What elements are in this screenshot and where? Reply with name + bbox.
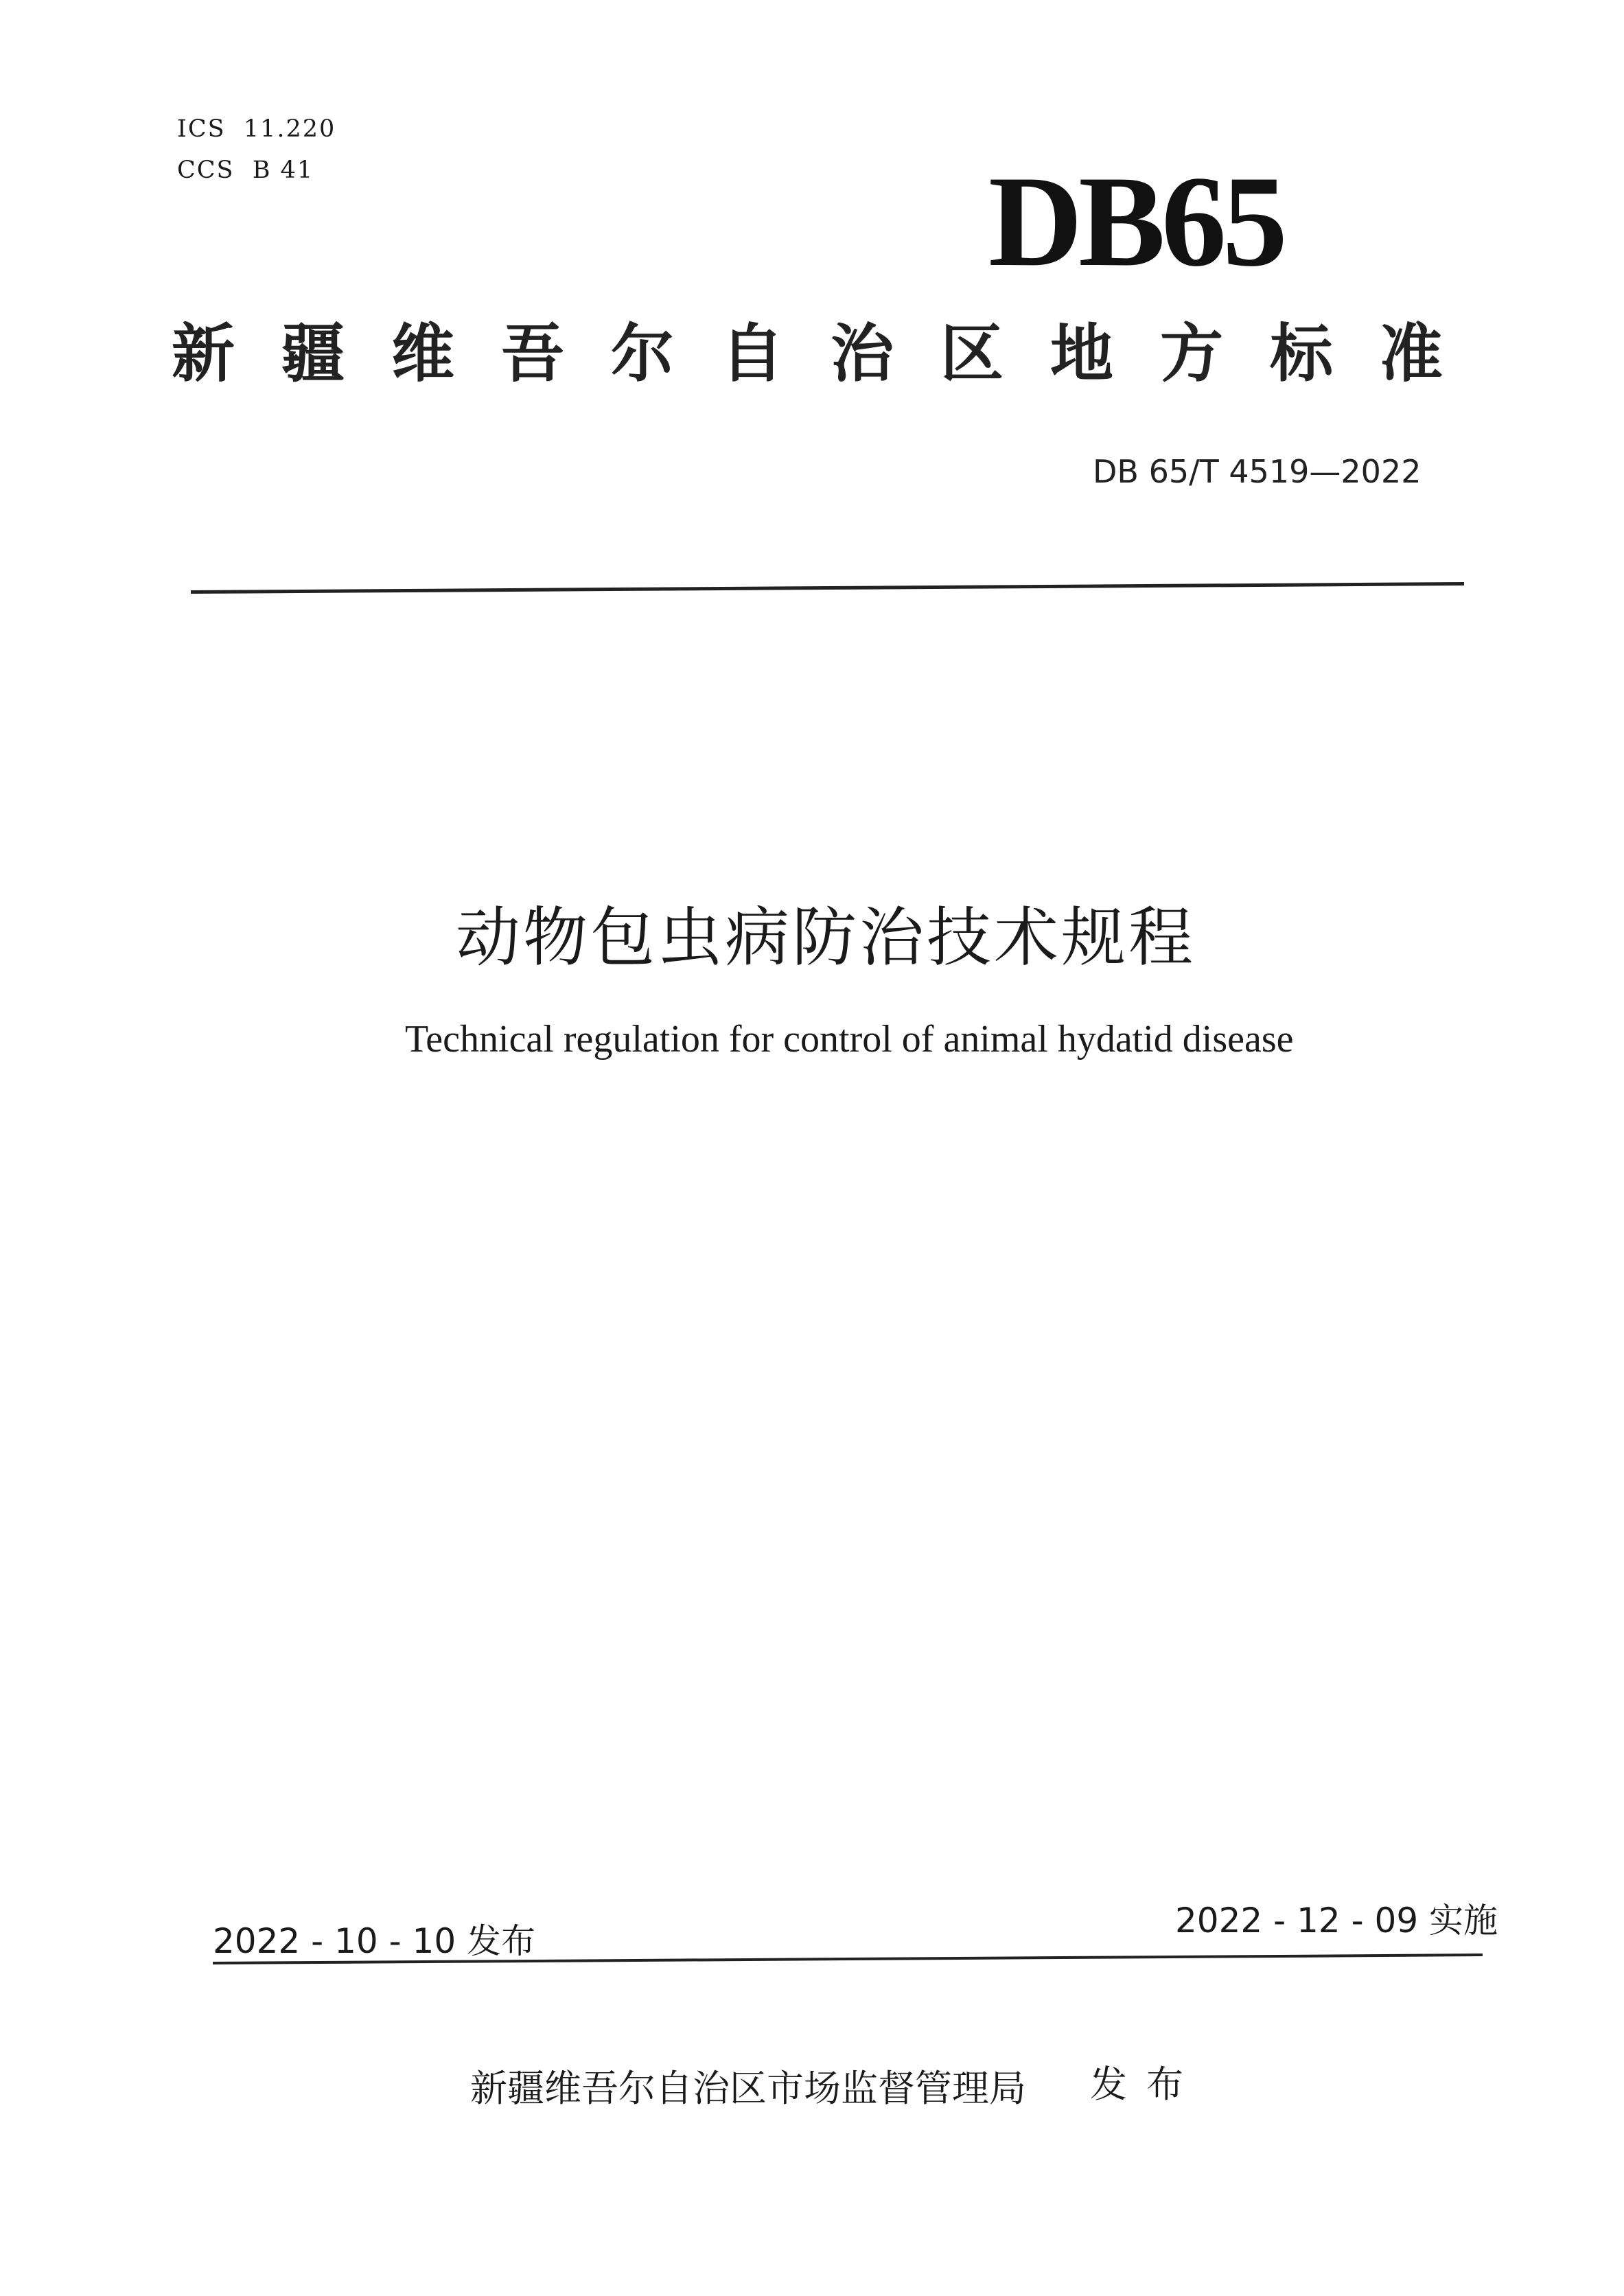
top-divider [191, 582, 1464, 594]
standard-number: DB 65/T 4519—2022 [1093, 453, 1422, 490]
ics-code: ICS 11.220 [177, 115, 336, 143]
db65-logo: DB65 [988, 150, 1284, 294]
implementation-date: 2022 - 12 - 09 实施 [1175, 1901, 1498, 1940]
document-title-chinese: 动物包虫病防治技术规程 [455, 901, 1196, 975]
region-standard-title: 新疆维吾尔自治区地方标准 [172, 317, 1490, 391]
publish-label: 发布 [1090, 2063, 1203, 2106]
publisher-name: 新疆维吾尔自治区市场监督管理局 [470, 2067, 1026, 2110]
issue-date: 2022 - 10 - 10 发布 [213, 1921, 536, 1961]
document-title-english: Technical regulation for control of animal hydatid disease [405, 1018, 1294, 1060]
ccs-code: CCS B 41 [177, 156, 314, 184]
